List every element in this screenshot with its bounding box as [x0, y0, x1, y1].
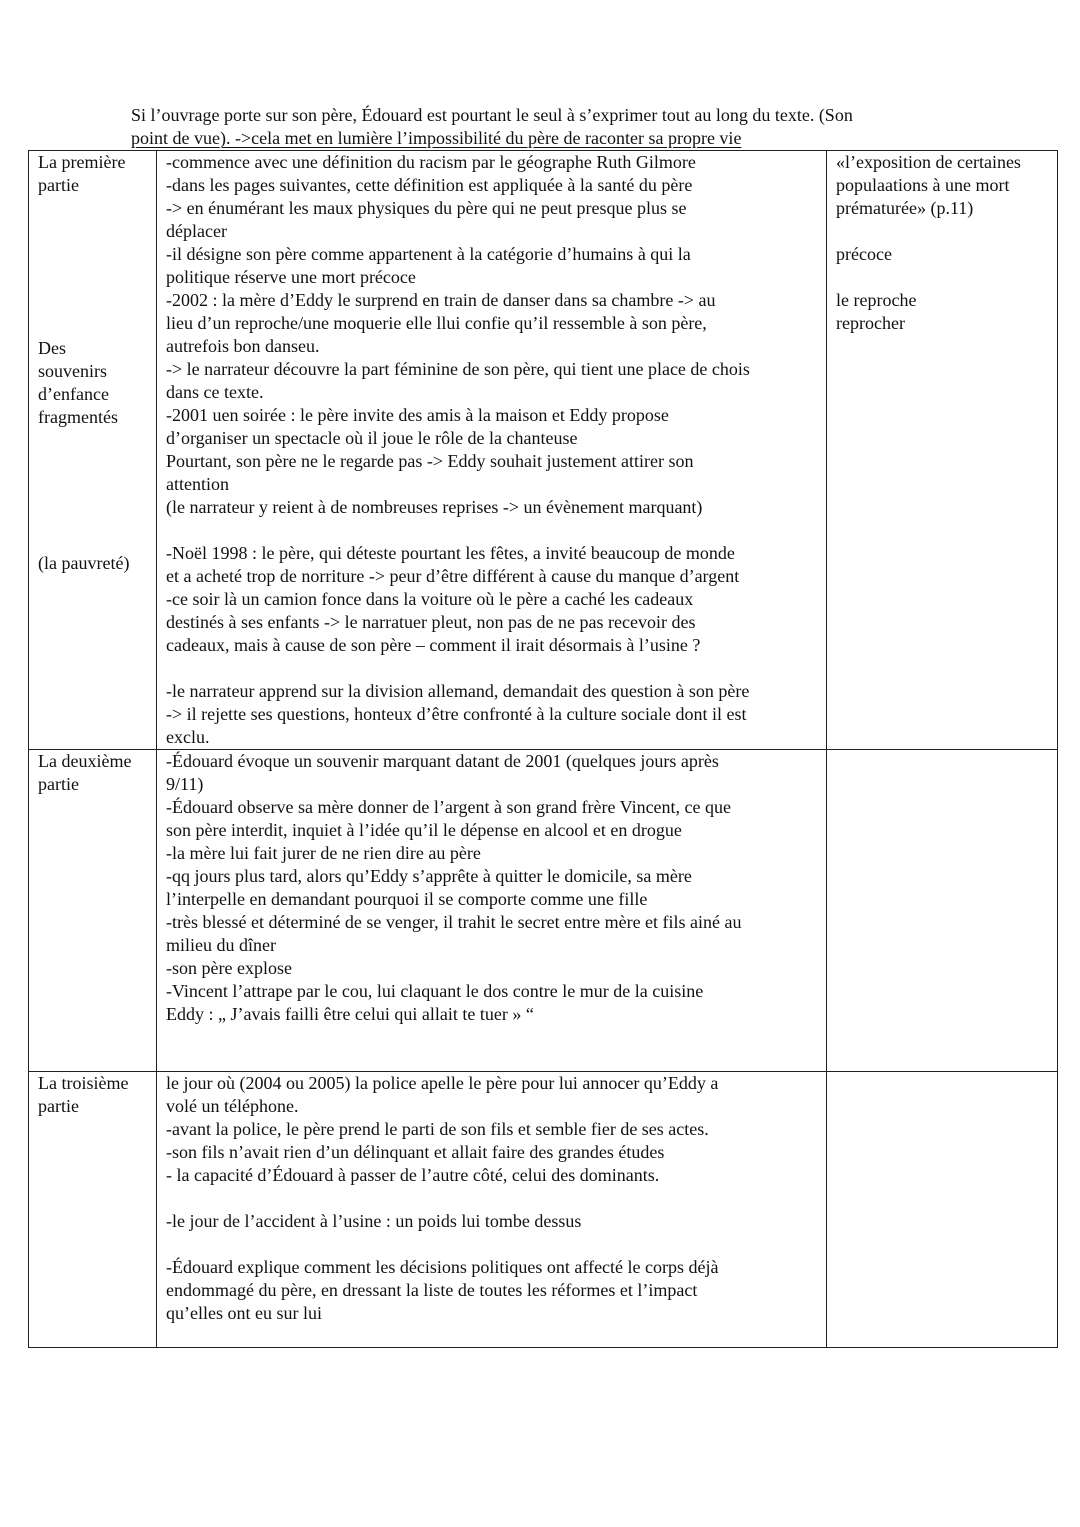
- content-line: dans ce texte.: [166, 382, 264, 402]
- section-label: fragmentés: [38, 407, 118, 427]
- content-line: -commence avec une définition du racism par le géographe Ruth Gilmore: [166, 152, 696, 172]
- content-line: lieu d’un reproche/une moquerie elle llui confie qu’il ressemble à son père,: [166, 313, 707, 333]
- note-line: [836, 220, 1048, 243]
- content-line: et a acheté trop de norriture -> peur d’être différent à cause du manque d’argent: [166, 566, 740, 586]
- content-line: -Vincent l’attrape par le cou, lui claquant le dos contre le mur de la cuisine: [166, 981, 704, 1001]
- section-label-cell: [29, 151, 157, 750]
- content-cell: [157, 750, 827, 1072]
- section-label: partie: [38, 774, 79, 794]
- intro-line: point de vue). ->cela met en lumière l’impossibilité du père de raconter sa propre vie: [131, 128, 742, 148]
- content-line: [166, 519, 817, 542]
- content-line: endommagé du père, en dressant la liste de toutes les réformes et l’impact: [166, 1280, 698, 1300]
- content-line: 9/11): [166, 774, 204, 794]
- notes-cell: [827, 1072, 1058, 1348]
- content-line: -2002 : la mère d’Eddy le surprend en train de danser dans sa chambre -> au: [166, 290, 716, 310]
- note-line: précoce: [836, 244, 892, 264]
- content-line: exclu.: [166, 727, 210, 747]
- intro-paragraph: [131, 104, 961, 150]
- section-label: partie: [38, 175, 79, 195]
- content-line: l’interpelle en demandant pourquoi il se comporte comme une fille: [166, 889, 648, 909]
- table-row: [29, 1072, 1058, 1348]
- note-line: «l’exposition de certaines: [836, 152, 1021, 172]
- content-line: -> le narrateur découvre la part féminine de son père, qui tient une place de chois: [166, 359, 750, 379]
- content-line: -Édouard évoque un souvenir marquant datant de 2001 (quelques jours après: [166, 751, 719, 771]
- notes-cell: [827, 750, 1058, 1072]
- content-cell: [157, 151, 827, 750]
- content-line: -la mère lui fait jurer de ne rien dire au père: [166, 843, 481, 863]
- content-line: -Noël 1998 : le père, qui déteste pourtant les fêtes, a invité beaucoup de monde: [166, 543, 735, 563]
- content-line: -avant la police, le père prend le parti de son fils et semble fier de ses actes.: [166, 1119, 709, 1139]
- note-line: [836, 266, 1048, 289]
- content-line: attention: [166, 474, 229, 494]
- content-line: -le narrateur apprend sur la division allemand, demandait des question à son père: [166, 681, 750, 701]
- content-line: destinés à ses enfants -> le narratuer pleut, non pas de ne pas recevoir des: [166, 612, 696, 632]
- content-line: -il désigne son père comme appartenent à la catégorie d’humains à qui la: [166, 244, 691, 264]
- content-cell: [157, 1072, 827, 1348]
- content-line: -son fils n’avait rien d’un délinquant et allait faire des grandes études: [166, 1142, 665, 1162]
- content-line: [166, 1233, 817, 1256]
- note-line: populaations à une mort: [836, 175, 1010, 195]
- content-line: [166, 657, 817, 680]
- content-line: -Édouard observe sa mère donner de l’argent à son grand frère Vincent, ce que: [166, 797, 732, 817]
- section-label: La troisième: [38, 1073, 129, 1093]
- content-line: politique réserve une mort précoce: [166, 267, 416, 287]
- section-label: (la pauvreté): [38, 553, 130, 573]
- intro-line: Si l’ouvrage porte sur son père, Édouard est pourtant le seul à s’exprimer tout au long du texte. (Son: [131, 105, 853, 125]
- table-row: [29, 750, 1058, 1072]
- content-line: -son père explose: [166, 958, 292, 978]
- content-line: (le narrateur y reient à de nombreuses reprises -> un évènement marquant): [166, 497, 703, 517]
- content-line: autrefois bon danseu.: [166, 336, 320, 356]
- content-line: -qq jours plus tard, alors qu’Eddy s’apprête à quitter le domicile, sa mère: [166, 866, 692, 886]
- content-line: Eddy : „ J’avais failli être celui qui allait te tuer » “: [166, 1004, 534, 1024]
- section-label: souvenirs: [38, 361, 107, 381]
- content-line: volé un téléphone.: [166, 1096, 299, 1116]
- content-line: milieu du dîner: [166, 935, 276, 955]
- content-line: -très blessé et déterminé de se venger, il trahit le secret entre mère et fils ainé au: [166, 912, 742, 932]
- content-line: [166, 1187, 817, 1210]
- section-label-cell: [29, 1072, 157, 1348]
- content-line: son père interdit, inquiet à l’idée qu’il le dépense en alcool et en drogue: [166, 820, 682, 840]
- section-label: La première: [38, 152, 126, 172]
- content-line: le jour où (2004 ou 2005) la police apelle le père pour lui annocer qu’Eddy a: [166, 1073, 719, 1093]
- content-line: -le jour de l’accident à l’usine : un poids lui tombe dessus: [166, 1211, 582, 1231]
- content-line: -> il rejette ses questions, honteux d’être confronté à la culture sociale dont il est: [166, 704, 747, 724]
- note-line: reprocher: [836, 313, 905, 333]
- content-line: -Édouard explique comment les décisions politiques ont affecté le corps déjà: [166, 1257, 719, 1277]
- section-label: partie: [38, 1096, 79, 1116]
- content-line: Pourtant, son père ne le regarde pas -> Eddy souhait justement attirer son: [166, 451, 694, 471]
- content-line: -ce soir là un camion fonce dans la voiture où le père a caché les cadeaux: [166, 589, 694, 609]
- section-label-cell: [29, 750, 157, 1072]
- content-line: -> en énumérant les maux physiques du père qui ne peut presque plus se: [166, 198, 687, 218]
- note-line: prématurée» (p.11): [836, 198, 974, 218]
- content-line: -2001 uen soirée : le père invite des amis à la maison et Eddy propose: [166, 405, 669, 425]
- section-label: Des: [38, 338, 66, 358]
- notes-table: [28, 150, 1058, 1348]
- content-line: cadeaux, mais à cause de son père – comment il irait désormais à l’usine ?: [166, 635, 701, 655]
- table-row: [29, 151, 1058, 750]
- note-line: le reproche: [836, 290, 917, 310]
- section-label: d’enfance: [38, 384, 109, 404]
- content-line: - la capacité d’Édouard à passer de l’autre côté, celui des dominants.: [166, 1165, 660, 1185]
- content-line: déplacer: [166, 221, 227, 241]
- content-line: -dans les pages suivantes, cette définition est appliquée à la santé du père: [166, 175, 693, 195]
- section-label: La deuxième: [38, 751, 132, 771]
- notes-cell: [827, 151, 1058, 750]
- content-line: qu’elles ont eu sur lui: [166, 1303, 322, 1323]
- content-line: d’organiser un spectacle où il joue le rôle de la chanteuse: [166, 428, 578, 448]
